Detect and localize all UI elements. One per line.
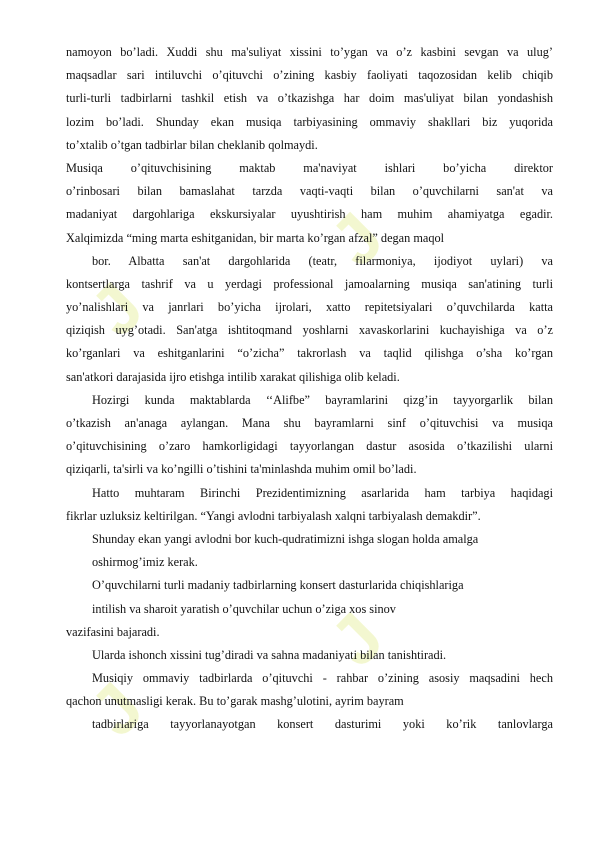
text-line: o’rinbosari bilan bamaslahat tarzda vaqti-vaqti bilan o’quvchilarni san'at va [66,184,553,199]
text-line: Hatto muhtaram Birinchi Prezidentimizning asarlarida ham tarbiya haqidagi [92,485,553,500]
text-line: bor. Albatta san'at dargohlarida (teatr, filarmoniya, ijodiyot uylari) va [92,253,553,268]
text-line: fikrlar uzluksiz keltirilgan. “Yangi avlodni tarbiyalash xalqni tarbiyalash demakdir”. [66,508,481,523]
text-line: Musiqiy ommaviy tadbirlarda o’qituvchi - rahbar o’zining asosiy maqsadini hech [92,671,553,686]
text-line: lozim bo’ladi. Shunday ekan musiqa tarbiyasining ommaviy shakllari biz yuqorida [66,114,553,129]
text-line: vazifasini bajaradi. [66,624,160,639]
text-line: yo’nalishlari va janrlari bo’yicha ijrolari, xatto repitetsiyalari o’quvchilarda katta [66,300,553,315]
text-line: kontsertlarga tashrif va u yerdagi professional jamoalarning musiqa san'atining turli [66,276,553,291]
text-line: to’xtalib o’tgan tadbirlar bilan cheklanib qolmaydi. [66,137,318,152]
text-line: san'atkori darajasida ijro etishga intilib xarakat qilishiga olib keladi. [66,369,400,384]
text-line: turli-turli tadbirlarni tashkil etish va o’tkazishga har doim mas'uliyat bilan yondashish [66,91,553,106]
text-line: O’quvchilarni turli madaniy tadbirlarning konsert dasturlarida chiqishlariga [92,578,464,593]
text-line: maqsadlar sari intiluvchi o’qituvchi o’zining kasbiy faoliyati taqozosidan kelib chiqib [66,68,553,83]
text-line: qiziqarli, ta'sirli va ko’ngilli o’tishini ta'minlashda muhim omil bo’ladi. [66,462,417,477]
svg-text:J: J [75,667,159,751]
text-line: Xalqimizda “ming marta eshitganidan, bir marta ko’rgan afzal” degan maqol [66,230,445,245]
text-line: intilish va sharoit yaratish o’quvchilar uchun o’ziga xos sinov [92,601,396,616]
text-line: ko’rganlari va eshitganlarini “o’zicha” takrorlash va taqlid qilishga o’sha ko’rgan [66,346,553,361]
text-line: qachon unutmasligi kerak. Bu to’garak mashg’ulotini, ayrim bayram [66,694,404,709]
text-line: Hozirgi kunda maktablarda ‘‘Alifbe” bayramlarini qizg’in tayyorgarlik bilan [92,392,553,407]
text-line: Ularda ishonch xissini tug’diradi va sahna madaniyati bilan tanishtiradi. [92,647,447,662]
text-line: tadbirlariga tayyorlanayotgan konsert dasturimi yoki ko’rik tanlovlarga [92,717,553,732]
text-line: madaniyat dargohlariga ekskursiyalar uyushtirish ham muhim ahamiyatga egadir. [66,207,553,222]
text-line: namoyon bo’ladi. Xuddi shu ma'suliyat xissini to’ygan va o’z kasbini sevgan va ulug’ [66,45,553,59]
text-line: qiziqish uyg’otadi. San'atga ishtitoqmand yoshlarni xavaskorlarini kuchayishiga va o’z [66,323,553,338]
text-line: Shunday ekan yangi avlodni bor kuch-qudratimizni ishga slogan holda amalga [92,531,479,546]
document-body [66,41,553,737]
svg-text:J: J [315,597,399,681]
svg-text:J: J [315,197,399,281]
svg-text:J: J [75,267,159,351]
text-line: Musiqa o’qituvchisining maktab ma'naviyat ishlari bo’yicha direktor [66,160,553,175]
text-line: oshirmog’imiz kerak. [92,555,198,570]
text-line: o’tkazish an'anaga aylangan. Mana shu bayramlarni sinf o’qituvchisi va musiqa [66,416,553,430]
text-line: o’qituvchisining o’zaro hamkorligidagi tayyorlangan dastur asosida o’tkazilishi ularni [66,439,553,454]
